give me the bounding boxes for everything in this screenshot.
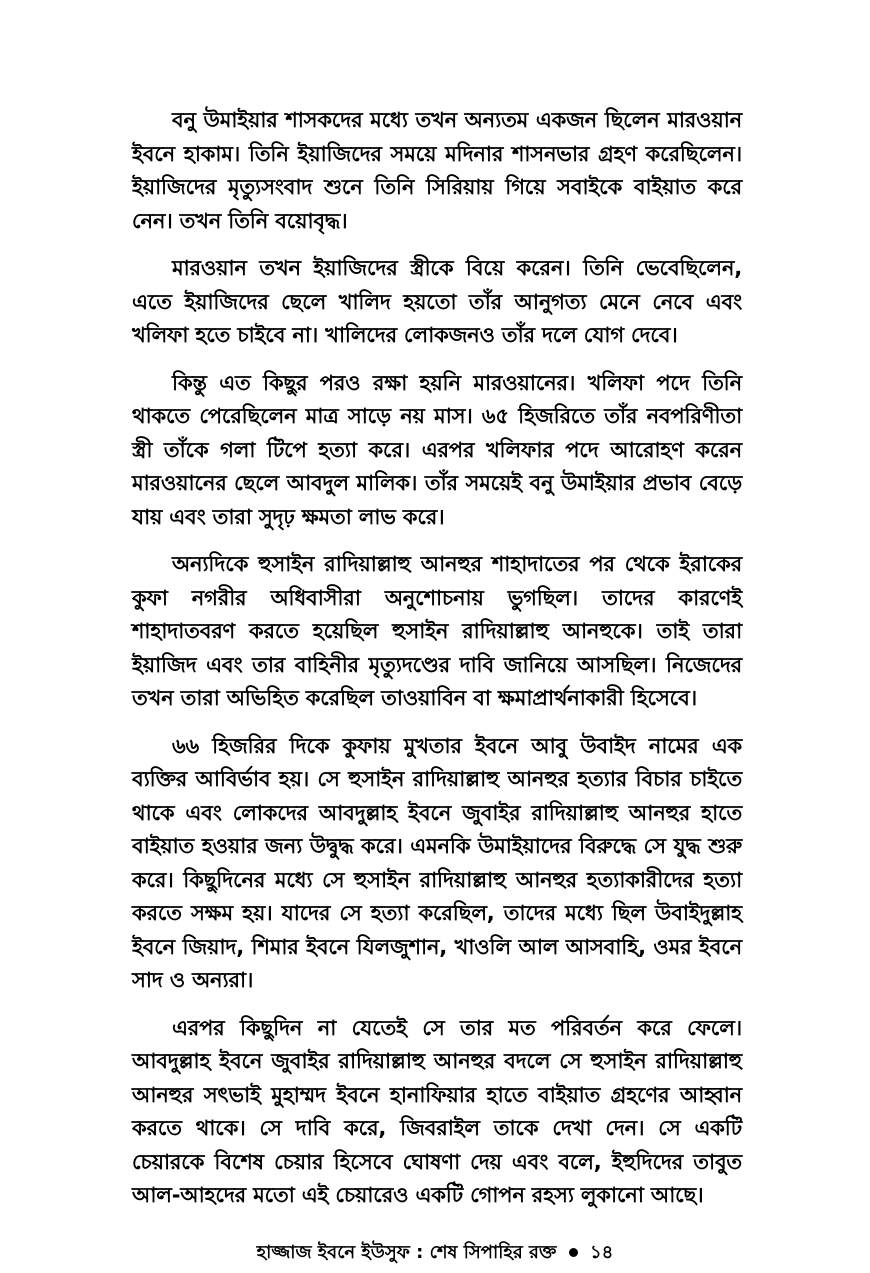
paragraph-4: অন্যদিকে হুসাইন রাদিয়াল্লাহু আনহুর শাহাদাতের পর থেকে ইরাকের কুফা নগরীর অধিবাসীরা অনুশোচনায় ভুগছিল। তাদের কারণেই শাহাদাতবরণ করতে হয়েছিল হুসাইন রাদিয়াল্লাহু আনহুকে। তাই তারা ইয়াজিদ এবং তার বাহিনীর মৃত্যুদণ্ডের দাবি জানিয়ে আসছিল। নিজেদের তখন তারা অভিহিত করেছিল তাওয়াবিন বা ক্ষমাপ্রার্থনাকারী হিসেবে। [132, 552, 742, 710]
book-title: হাজ্জাজ ইবনে ইউসুফ : শেষ সিপাহির রক্ত [256, 1242, 557, 1263]
paragraph-5: ৬৬ হিজরির দিকে কুফায় মুখতার ইবনে আবু উবাইদ নামের এক ব্যক্তির আবির্ভাব হয়। সে হুসাইন রাদিয়াল্লাহু আনহুর হত্যার বিচার চাইতে থাকে এবং লোকদের আবদুল্লাহ ইবনে জুবাইর রাদিয়াল্লাহু আনহুর হাতে বাইয়াত হওয়ার জন্য উদ্বুদ্ধ করে। এমনকি উমাইয়াদের বিরুদ্ধে সে যুদ্ধ শুরু করে। কিছুদিনের মধ্যে সে হুসাইন রাদিয়াল্লাহু আনহুর হত্যাকারীদের হত্যা করতে সক্ষম হয়। যাদের সে হত্যা করেছিল, তাদের মধ্যে ছিল উবাইদুল্লাহ ইবনে জিয়াদ, শিমার ইবনে যিলজুশান, খাওলি আল আসবাহি, ওমর ইবনে সাদ ও অন্যরা। [132, 733, 742, 992]
paragraph-6: এরপর কিছুদিন না যেতেই সে তার মত পরিবর্তন করে ফেলে। আবদুল্লাহ ইবনে জুবাইর রাদিয়াল্লাহু আনহুর বদলে সে হুসাইন রাদিয়াল্লাহু আনহুর সৎভাই মুহাম্মদ ইবনে হানাফিয়ার হাতে বাইয়াত গ্রহণের আহ্বান করতে থাকে। সে দাবি করে, জিবরাইল তাকে দেখা দেন। সে একটি চেয়ারকে বিশেষ চেয়ার হিসেবে ঘোষণা দেয় এবং বলে, ইহুদিদের তাবুত আল-আহদের মতো এই চেয়ারেও একটি গোপন রহস্য লুকানো আছে। [132, 1015, 742, 1207]
paragraph-1: বনু উমাইয়ার শাসকদের মধ্যে তখন অন্যতম একজন ছিলেন মারওয়ান ইবনে হাকাম। তিনি ইয়াজিদের সময়ে মদিনার শাসনভার গ্রহণ করেছিলেন। ইয়াজিদের মৃত্যুসংবাদ শুনে তিনি সিরিয়ায় গিয়ে সবাইকে বাইয়াত করে নেন। তখন তিনি বয়োবৃদ্ধ। [132, 108, 742, 233]
paragraph-2: মারওয়ান তখন ইয়াজিদের স্ত্রীকে বিয়ে করেন। তিনি ভেবেছিলেন, এতে ইয়াজিদের ছেলে খালিদ হয়তো তাঁর আনুগত্য মেনে নেবে এবং খলিফা হতে চাইবে না। খালিদের লোকজনও তাঁর দলে যোগ দেবে। [132, 256, 742, 347]
bullet-icon [569, 1248, 578, 1257]
page-number: ১৪ [589, 1242, 614, 1263]
page-body [132, 104, 742, 1227]
paragraph-3: কিন্তু এত কিছুর পরও রক্ষা হয়নি মারওয়ানের। খলিফা পদে তিনি থাকতে পেরেছিলেন মাত্র সাড়ে নয় মাস। ৬৫ হিজরিতে তাঁর নবপরিণীতা স্ত্রী তাঁকে গলা টিপে হত্যা করে। এরপর খলিফার পদে আরোহণ করেন মারওয়ানের ছেলে আবদুল মালিক। তাঁর সময়েই বনু উমাইয়ার প্রভাব বেড়ে যায় এবং তারা সুদৃঢ় ক্ষমতা লাভ করে। [132, 370, 742, 529]
page-footer [0, 1238, 870, 1269]
